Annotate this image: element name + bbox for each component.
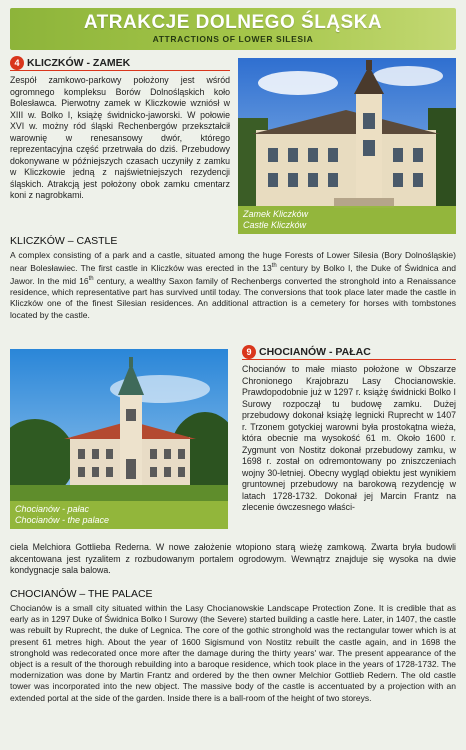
kliczkow-heading [10,56,130,70]
chocianow-caption [10,501,228,529]
text-part: century, a wealthy Saxon family of Rechenbergs converted the stronghold into a Renaissance residence, which representative part has survived until today. The conversions that took place later made the castle in Kliczków one of the finest Silesian residences. An additional attraction is a cemetery for horses with tombstones located by the castle. [10,276,456,320]
superscript: th [88,276,94,283]
chocianow-heading-text: CHOCIANÓW - PAŁAC [259,346,371,358]
kliczkow-heading-en: KLICZKÓW – CASTLE [10,235,118,247]
heading-underline [10,70,230,71]
chocianow-heading [242,345,371,359]
header-banner [10,8,456,50]
caption-pl: Chocianów - pałac [15,504,90,514]
caption-pl: Zamek Kliczków [243,209,309,219]
chocianow-text-en: Chocianów is a small city situated within the Lasy Chocianowskie Landscape Protection Zone. It is credible that as early as in 1297 Duke of Świdnica Bolko I Surowy (the Severe) started building a castle here. Later, in 1407, the castle was rebuilt by Ruprecht, the duke of Legnica. The core of the gothic stronghold was the rectangular tower which is at present 61 metres high. About the year of 1600 Sigismund von Nostitz rebuilt the castle again, and in 1698 the stronghold was redecorated once more after the damage during the thirty years' war. The present appearance of the object is a result of the thorough rebuilding into a baroque residence, which took place in the years of 1728-1732. The modernization was done by Martin Frantz and ordered by the then owner Melchior Gottlieb Redern. The old castle tower was incorporated into the new object. The massive body of the castle is accentuated by a projection with an extended portal at the side of the garden. Inside there is a ball-room of the height of two storeys. [10,603,456,703]
kliczkow-heading-text: KLICZKÓW - ZAMEK [27,57,131,69]
kliczkow-caption [238,206,456,234]
heading-underline [242,359,456,360]
caption-en: Chocianów - the palace [15,515,110,525]
kliczkow-castle-photo [238,58,456,234]
page-subtitle: ATTRACTIONS OF LOWER SILESIA [152,34,314,44]
chocianow-text-pl: Chocianów to małe miasto położone w Obszarze Chronionego Krajobrazu Lasy Chocianowskie. Prawdopodobnie już w 1297 r. książę świdnicki Bolko I Surowy rozpoczął tu budowę zamku. Dużej przebudowy dokonał książę legnicki Ruprecht w 1407 r. Trzonem gotyckiej warowni była prostokątna wieża, która obecnie ma wysokość 61 m. Około 1600 r. Zygmunt von Nostitz dokonał przebudowy zamku, w 1698 r. został on odremontowany po zniszczeniach wojny 30-letniej. Obecny wygląd obiektu jest wynikiem gruntownej przebudowy na barokową rezydencję w latach 1728-1732. Dokonał jej Marcin Frantz na zlecenie ówczesnego właści- [242,364,456,512]
kliczkow-text-en [10,250,456,321]
chocianow-palace-photo [10,349,228,529]
chocianow-text-pl-cont: ciela Melchiora Gottlieba Rederna. W nowe założenie wtopiono starą wieżę zamkową. Zwarta bryła budowli akcentowana jest ryzalitem z rozbudowanym portalem ogrodowym. Wewnątrz znajduje się wysoka na dwie kondygnacje sala balowa. [10,542,456,575]
number-badge: 4 [10,56,24,70]
caption-en: Castle Kliczków [243,220,307,230]
kliczkow-text-pl: Zespół zamkowo-parkowy położony jest wśród ogromnego kompleksu Borów Dolnośląskich koło Bolesławca. Pierwotny zamek w Kliczkowie wzniósł w XIII w. Bolko I, książę świdnicko-jaworski. W połowie XVI w. możny ród śląski Rechenbergów przekształcił warownię w renesansowy dwór, którego reprezentacyjna część przetrwała do dziś. Przebudowy dokonywane w późniejszych czasach uczyniły z zamku w Kliczkowie jedną z najświetniejszych rezydencji śląskich. Atrakcją jest położony obok zamku cmentarz koni z nagrobkami. [10,75,230,200]
kliczkow-text-en-block [10,250,456,321]
text-part: A complex consisting of a park and a castle, situated among the huge Forests of Lower Silesia (Bory Dolnośląskie) near Bolesławiec. The first castle in Kliczków was erected in the 13 [10,250,456,274]
chocianow-heading-en: CHOCIANÓW – THE PALACE [10,588,153,600]
superscript: th [271,263,277,270]
chocianow-text-pl-full [10,542,456,577]
page-title: ATRAKCJE DOLNEGO ŚLĄSKA [83,12,383,33]
chocianow-text-pl-col [242,364,456,514]
text-part: century by Bolko I, the Duke of Świdnica and Jawor. In the mid 16 [10,263,456,287]
kliczkow-text-pl-block [10,75,230,202]
number-badge: 9 [242,345,256,359]
chocianow-text-en-block [10,603,456,704]
